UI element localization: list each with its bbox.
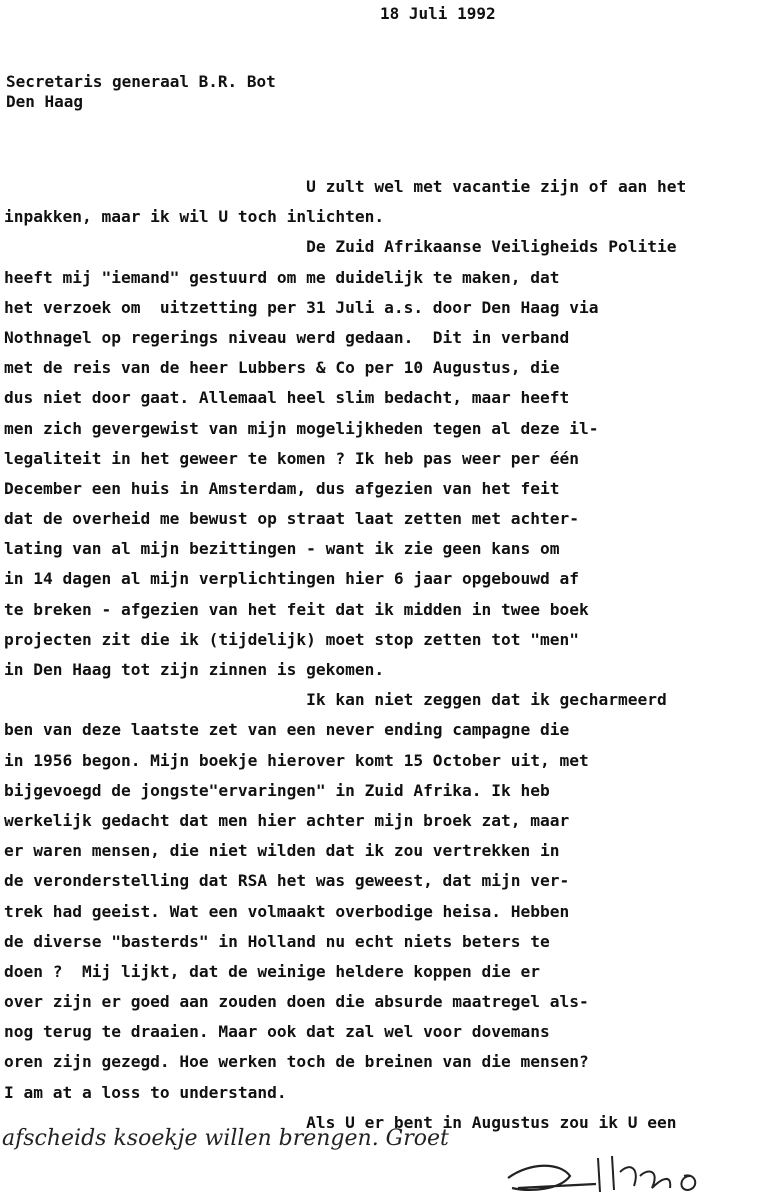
body-line: inpakken, maar ik wil U toch inlichten. <box>4 207 385 227</box>
body-line: men zich gevergewist van mijn mogelijkheden tegen al deze il- <box>4 418 599 438</box>
body-line: in 1956 begon. Mijn boekje hierover komt 15 October uit, met <box>4 750 589 770</box>
letter-body <box>4 172 756 1138</box>
body-line: Nothnagel op regerings niveau werd gedaan. Dit in verband <box>4 327 570 347</box>
body-line: ben van deze laatste zet van een never ending campagne die <box>4 720 570 740</box>
body-line: oren zijn gezegd. Hoe werken toch de breinen van die mensen? <box>4 1052 589 1072</box>
body-line: bijgevoegd de jongste"ervaringen" in Zuid Afrika. Ik heb <box>4 780 550 800</box>
body-line: De Zuid Afrikaanse Veiligheids Politie <box>4 237 677 257</box>
body-line: de veronderstelling dat RSA het was geweest, dat mijn ver- <box>4 871 570 891</box>
handwritten-closing: afscheids ksoekje willen brengen. Groet <box>2 1126 449 1151</box>
body-line: December een huis in Amsterdam, dus afgezien van het feit <box>4 478 560 498</box>
body-line: Ik kan niet zeggen dat ik gecharmeerd <box>4 690 667 710</box>
body-line: de diverse "basterds" in Holland nu echt niets beters te <box>4 931 550 951</box>
body-line: dus niet door gaat. Allemaal heel slim bedacht, maar heeft <box>4 388 570 408</box>
body-line: in Den Haag tot zijn zinnen is gekomen. <box>4 660 385 679</box>
body-line: I am at a loss to understand. <box>4 1082 287 1102</box>
signature-mark <box>500 1148 720 1198</box>
body-line: legaliteit in het geweer te komen ? Ik heb pas weer per één <box>4 448 579 468</box>
body-line: projecten zit die ik (tijdelijk) moet stop zetten tot "men" <box>4 629 579 649</box>
recipient-name: Secretaris generaal B.R. Bot <box>6 72 276 91</box>
body-line: heeft mij "iemand" gestuurd om me duidelijk te maken, dat <box>4 267 560 287</box>
body-line: Als U er bent in Augustus zou ik U een <box>4 1112 677 1132</box>
body-line: dat de overheid me bewust op straat laat zetten met achter- <box>4 509 579 529</box>
body-line: werkelijk gedacht dat men hier achter mijn broek zat, maar <box>4 810 570 830</box>
recipient-city: Den Haag <box>6 92 84 111</box>
body-line: er waren mensen, die niet wilden dat ik zou vertrekken in <box>4 841 560 861</box>
body-line: doen ? Mij lijkt, dat de weinige heldere koppen die er <box>4 961 541 981</box>
body-line: U zult wel met vacantie zijn of aan het <box>4 177 687 196</box>
body-line: nog terug te draaien. Maar ook dat zal wel voor dovemans <box>4 1022 550 1042</box>
body-line: met de reis van de heer Lubbers & Co per 10 Augustus, die <box>4 358 560 378</box>
body-line: te breken - afgezien van het feit dat ik midden in twee boek <box>4 599 589 619</box>
body-line: lating van al mijn bezittingen - want ik zie geen kans om <box>4 539 560 559</box>
body-line: in 14 dagen al mijn verplichtingen hier 6 jaar opgebouwd af <box>4 569 579 589</box>
body-line: het verzoek om uitzetting per 31 Juli a.s. door Den Haag via <box>4 297 599 317</box>
body-line: trek had geeist. Wat een volmaakt overbodige heisa. Hebben <box>4 901 570 921</box>
body-line: over zijn er goed aan zouden doen die absurde maatregel als- <box>4 992 589 1012</box>
letter-date: 18 Juli 1992 <box>380 4 496 23</box>
